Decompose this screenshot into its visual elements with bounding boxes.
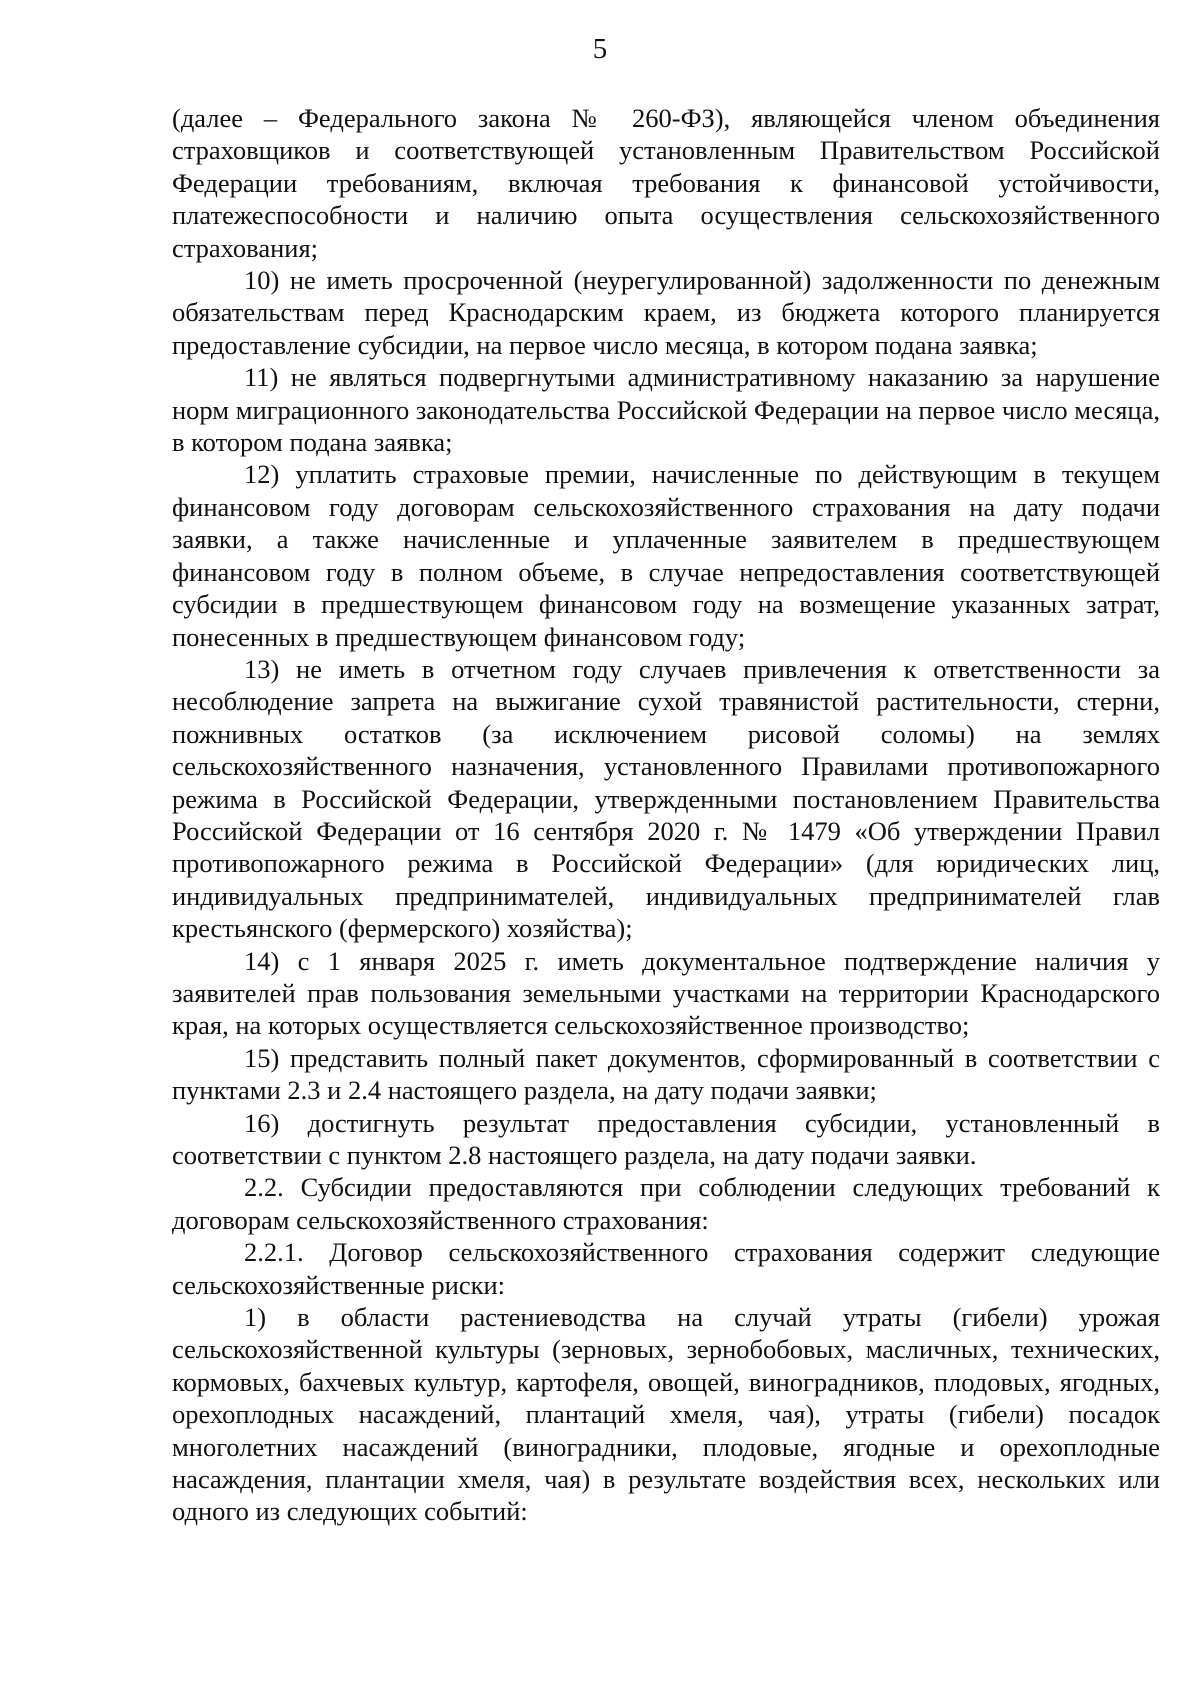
paragraph-item-10: 10) не иметь просроченной (неурегулированной) задолженности по денежным обязательствам перед Краснодарским краем, из бюджета которого планируется предоставление субсидии, на первое число месяца, в котором подана заявка; (172, 265, 1160, 360)
document-body (172, 102, 1160, 1528)
paragraph-section-2-2-1: 2.2.1. Договор сельскохозяйственного страхования содержит следующие сельскохозяйственные риски: (172, 1237, 1160, 1300)
paragraph-item-15: 15) представить полный пакет документов, сформированный в соответствии с пунктами 2.3 и 2.4 настоящего раздела, на дату подачи заявки; (172, 1042, 1160, 1106)
paragraph-item-14: 14) с 1 января 2025 г. иметь документальное подтверждение наличия у заявителей прав пользования земельными участками на территории Краснодарского края, на которых осуществляется сельскохозяйственное производство; (172, 945, 1160, 1041)
paragraph-section-2-2: 2.2. Субсидии предоставляются при соблюдении следующих требований к договорам сельскохозяйственного страхования: (172, 1172, 1160, 1235)
paragraph-item-12: 12) уплатить страховые премии, начисленные по действующим в текущем финансовом году договорам сельскохозяйственного страхования на дату подачи заявки, а также начисленные и уплаченные заявителем в предшествующем финансовом году в полном объеме, в случае непредоставления соответствующей субсидии в предшествующем финансовом году на возмещение указанных затрат, понесенных в предшествующем финансовом году; (172, 459, 1160, 652)
paragraph-item-11: 11) не являться подвергнутыми административному наказанию за нарушение норм миграционного законодательства Российской Федерации на первое число месяца, в котором подана заявка; (172, 362, 1160, 458)
paragraph-item-13: 13) не иметь в отчетном году случаев привлечения к ответственности за несоблюдение запрета на выжигание сухой травянистой растительности, стерни, пожнивных остатков (за исключением рисовой соломы) на землях сельскохозяйственного назначения, установленного Правилами противопожарного режима в Российской Федерации, утвержденными постановлением Правительства Российской Федерации от 16 сентября 2020 г. № 1479 «Об утверждении Правил противопожарного режима в Российской Федерации» (для юридических лиц, индивидуальных предпринимателей, индивидуальных предпринимателей глав крестьянского (фермерского) хозяйства); (172, 653, 1160, 944)
page-number: 5 (592, 33, 608, 65)
paragraph-risk-item-1: 1) в области растениеводства на случай утраты (гибели) урожая сельскохозяйственной культуры (зерновых, зернобобовых, масличных, технических, кормовых, бахчевых культур, картофеля, овощей, виноградников, плодовых, ягодных, орехоплодных насаждений, плантаций хмеля, чая), утраты (гибели) посадок многолетних насаждений (виноградники, плодовые, ягодные и орехоплодные насаждения, плантации хмеля, чая) в результате воздействия всех, нескольких или одного из следующих событий: (172, 1302, 1160, 1527)
paragraph-item-16: 16) достигнуть результат предоставления субсидии, установленный в соответствии с пунктом 2.8 настоящего раздела, на дату подачи заявки. (172, 1107, 1160, 1170)
paragraph-continuation: (далее – Федерального закона № 260-ФЗ), являющейся членом объединения страховщиков и соответствующей установленным Правительством Российской Федерации требованиям, включая требования к финансовой устойчивости, платежеспособности и наличию опыта осуществления сельскохозяйственного страхования; (172, 103, 1160, 263)
